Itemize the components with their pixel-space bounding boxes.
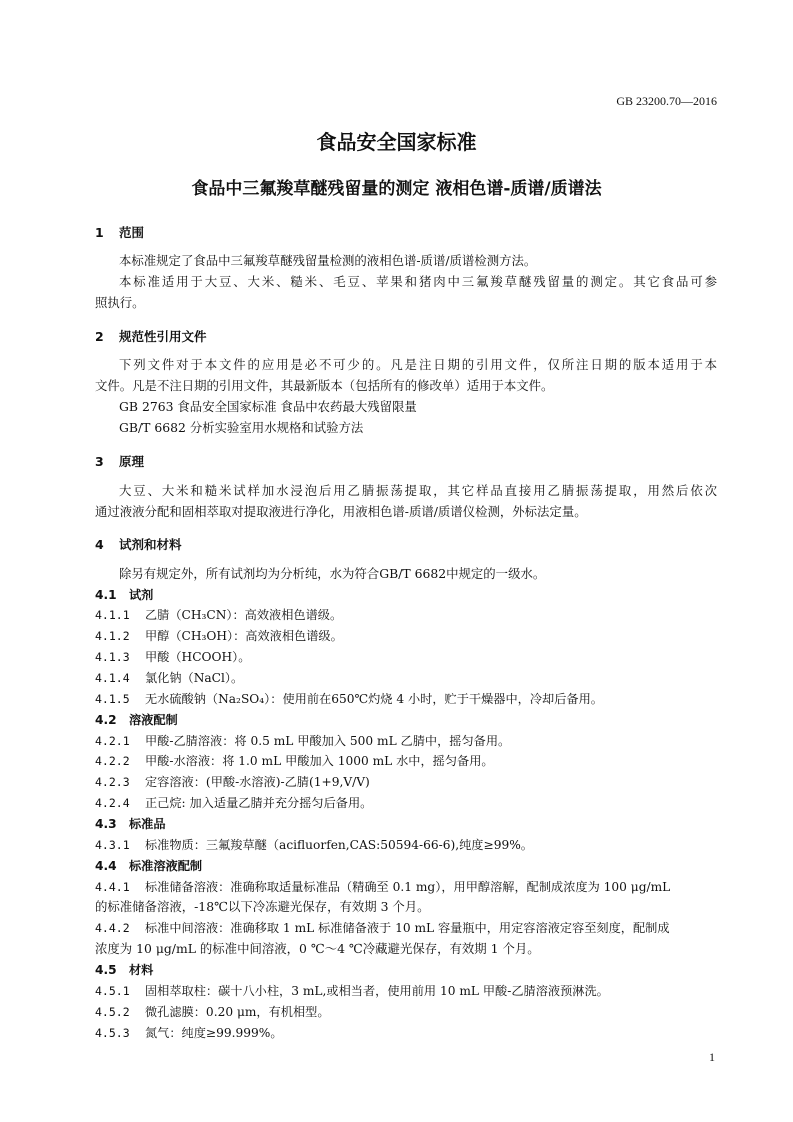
- subsection-title: 试剂: [129, 588, 154, 602]
- item-number: 4.1.3: [95, 650, 130, 664]
- item-number: 4.1.5: [95, 692, 130, 706]
- subsection-number: 4.2: [95, 713, 117, 727]
- item-text: 标准中间溶液：准确移取 1 mL 标准储备液于 10 mL 容量瓶中，用定容溶液定容至刻度，配制成: [145, 921, 670, 935]
- section-heading-scope: [95, 223, 144, 241]
- section-number: 3: [95, 454, 104, 469]
- paragraph-line: 照执行。: [95, 295, 145, 310]
- paragraph-line: 本标准适用于大豆、大米、糙米、毛豆、苹果和猪肉中三氟羧草醚残留量的测定。其它食品可参: [119, 274, 717, 289]
- item-text: 甲酸-乙腈溶液：将 0.5 mL 甲酸加入 500 mL 乙腈中，摇匀备用。: [145, 734, 511, 748]
- document-title: 食品安全国家标准: [316, 130, 477, 154]
- item-text: 甲醇（CH₃OH）：高效液相色谱级。: [145, 629, 343, 643]
- list-item: [95, 794, 372, 811]
- subsection-title: 材料: [129, 963, 154, 977]
- item-number: 4.5.1: [95, 984, 130, 998]
- item-number: 4.1.2: [95, 629, 130, 643]
- list-item: [95, 669, 243, 686]
- paragraph-line: 除另有规定外，所有试剂均为分析纯，水为符合GB/T 6682中规定的一级水。: [119, 566, 546, 581]
- paragraph-line: 大豆、大米和糙米试样加水浸泡后用乙腈振荡提取，其它样品直接用乙腈振荡提取，用然后依次: [119, 483, 717, 498]
- list-item: [95, 627, 343, 644]
- list-item: [95, 919, 670, 936]
- section-number: 2: [95, 329, 104, 344]
- item-number: 4.4.2: [95, 921, 130, 935]
- item-text: 氮气：纯度≥99.999%。: [145, 1026, 283, 1040]
- subsection-number: 4.4: [95, 859, 117, 873]
- paragraph-line: 通过液液分配和固相萃取对提取液进行净化，用液相色谱-质谱/质谱仪检测，外标法定量。: [95, 504, 587, 519]
- section-title: 原理: [119, 454, 145, 469]
- subsection-heading: [95, 711, 178, 728]
- subsection-title: 溶液配制: [129, 713, 178, 727]
- item-text: 定容溶液：(甲酸-水溶液)-乙腈(1+9,V/V): [145, 775, 370, 789]
- subsection-heading: [95, 961, 153, 978]
- paragraph-line: 下列文件对于本文件的应用是必不可少的。凡是注日期的引用文件，仅所注日期的版本适用于本: [119, 357, 717, 372]
- section-heading-references: [95, 327, 207, 345]
- subsection-title: 标准品: [129, 817, 166, 831]
- paragraph-line: 的标准储备溶液，-18℃以下冷冻避光保存，有效期 3 个月。: [95, 899, 430, 914]
- item-text: 标准物质：三氟羧草醚（acifluorfen,CAS:50594-66-6),纯度≥99%。: [145, 838, 533, 852]
- item-number: 4.2.2: [95, 754, 130, 768]
- item-text: 甲酸-水溶液：将 1.0 mL 甲酸加入 1000 mL 水中，摇匀备用。: [145, 754, 494, 768]
- item-number: 4.1.1: [95, 608, 130, 622]
- reference-item: GB/T 6682 分析实验室用水规格和试验方法: [119, 420, 364, 435]
- item-text: 微孔滤膜：0.20 μm，有机相型。: [145, 1005, 330, 1019]
- section-number: 4: [95, 537, 104, 552]
- subsection-heading: [95, 586, 153, 603]
- item-number: 4.5.3: [95, 1026, 130, 1040]
- standard-number: GB 23200.70—2016: [616, 94, 717, 108]
- reference-item: GB 2763 食品安全国家标准 食品中农药最大残留限量: [119, 399, 417, 414]
- item-number: 4.5.2: [95, 1005, 130, 1019]
- item-number: 4.4.1: [95, 880, 130, 894]
- list-item: [95, 982, 609, 999]
- subsection-title: 标准溶液配制: [129, 859, 203, 873]
- item-number: 4.2.4: [95, 796, 130, 810]
- item-number: 4.3.1: [95, 838, 130, 852]
- paragraph-line: 文件。凡是不注日期的引用文件，其最新版本（包括所有的修改单）适用于本文件。: [95, 378, 554, 393]
- subsection-heading: [95, 815, 166, 832]
- item-number: 4.2.3: [95, 775, 130, 789]
- section-heading-principle: [95, 452, 144, 470]
- item-number: 4.1.4: [95, 671, 130, 685]
- subsection-number: 4.1: [95, 588, 117, 602]
- subsection-number: 4.5: [95, 963, 117, 977]
- document-subtitle: 食品中三氟羧草醚残留量的测定 液相色谱-质谱/质谱法: [191, 179, 602, 199]
- paragraph-line: 浓度为 10 μg/mL 的标准中间溶液，0 ℃～4 ℃冷藏避光保存，有效期 1 个月。: [95, 941, 540, 956]
- subsection-number: 4.3: [95, 817, 117, 831]
- list-item: [95, 648, 250, 665]
- list-item: [95, 1024, 283, 1041]
- item-text: 甲酸（HCOOH）。: [145, 650, 251, 664]
- item-text: 正己烷: 加入适量乙腈并充分摇匀后备用。: [145, 796, 373, 810]
- list-item: [95, 836, 533, 853]
- item-text: 标准储备溶液：准确称取适量标准品（精确至 0.1 mg），用甲醇溶解，配制成浓度为 100 μg/mL: [145, 880, 671, 894]
- item-number: 4.2.1: [95, 734, 130, 748]
- section-number: 1: [95, 225, 104, 240]
- item-text: 乙腈（CH₃CN）：高效液相色谱级。: [145, 608, 343, 622]
- subsection-heading: [95, 857, 202, 874]
- section-title: 试剂和材料: [119, 537, 182, 552]
- list-item: [95, 878, 670, 895]
- list-item: [95, 773, 370, 790]
- list-item: [95, 1003, 330, 1020]
- list-item: [95, 752, 494, 769]
- section-title: 规范性引用文件: [119, 329, 207, 344]
- list-item: [95, 606, 342, 623]
- list-item: [95, 690, 603, 707]
- section-title: 范围: [119, 225, 145, 240]
- item-text: 无水硫酸钠（Na₂SO₄）：使用前在650℃灼烧 4 小时，贮于干燥器中，冷却后备用。: [145, 692, 603, 706]
- paragraph-line: 本标准规定了食品中三氟羧草醚残留量检测的液相色谱-质谱/质谱检测方法。: [119, 253, 537, 268]
- list-item: [95, 732, 510, 749]
- page-number: 1: [709, 1050, 715, 1064]
- section-heading-reagents: [95, 535, 182, 553]
- item-text: 固相萃取柱：碳十八小柱，3 mL,或相当者，使用前用 10 mL 甲酸-乙腈溶液预淋洗。: [145, 984, 609, 998]
- item-text: 氯化钠（NaCl）。: [145, 671, 244, 685]
